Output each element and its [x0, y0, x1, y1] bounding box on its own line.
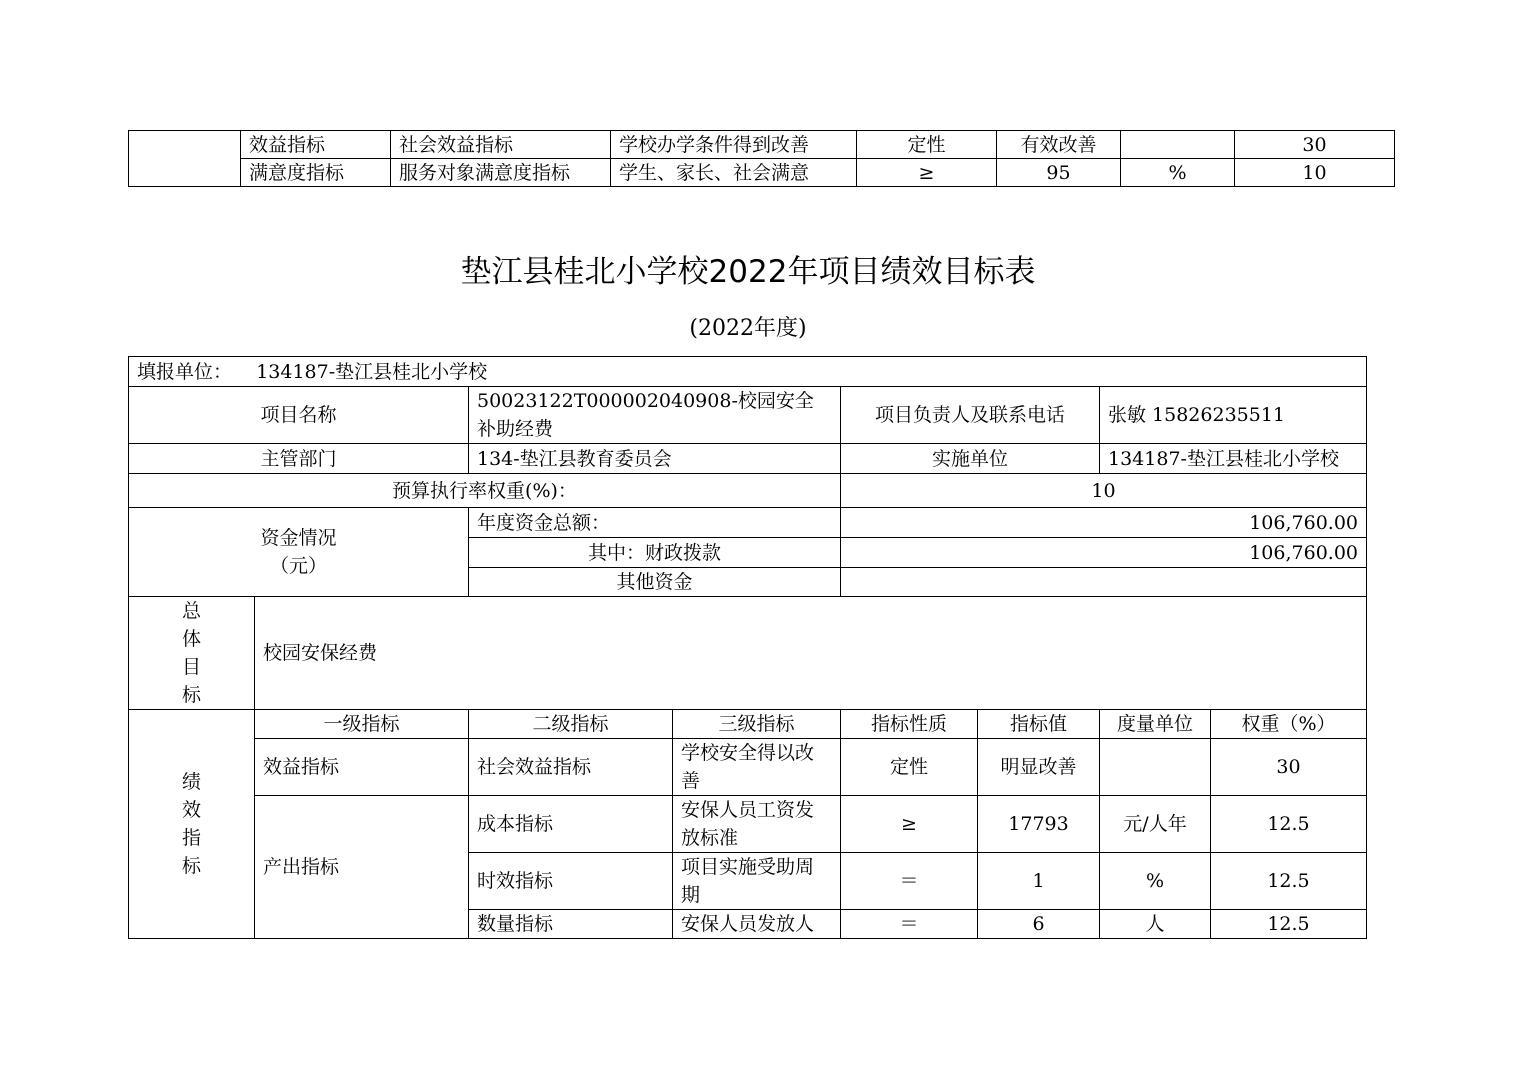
header-level3: 三级指标: [673, 710, 841, 739]
unit-cell: [1121, 131, 1235, 159]
level2-cell: 时效指标: [469, 853, 673, 910]
funds-label-line1: 资金情况: [260, 527, 337, 549]
blank-cell: [129, 131, 241, 187]
level3-cell: 学校安全得以改善: [673, 739, 841, 796]
other-value: [841, 568, 1367, 597]
impl-label: 实施单位: [841, 444, 1100, 474]
level2-cell: 社会效益指标: [391, 131, 611, 159]
weight-cell: 30: [1235, 131, 1395, 159]
nature-cell: ＝: [841, 853, 978, 910]
header-level2: 二级指标: [469, 710, 673, 739]
nature-cell: 定性: [841, 739, 978, 796]
funds-row: [129, 508, 1367, 538]
table-row: [129, 796, 1367, 853]
weight-cell: 12.5: [1211, 910, 1367, 939]
budget-rate-row: [129, 474, 1367, 508]
level3-cell: 学生、家长、社会满意: [611, 159, 857, 187]
previous-indicator-table: [128, 130, 1395, 187]
level2-cell: 社会效益指标: [469, 739, 673, 796]
level3-cell: 项目实施受助周期: [673, 853, 841, 910]
funds-label-line2: （元）: [269, 555, 327, 577]
level1-cell: 效益指标: [241, 131, 391, 159]
indicator-header-row: [129, 710, 1367, 739]
nature-cell: ≥: [857, 159, 997, 187]
annual-total-label: 年度资金总额：: [469, 508, 841, 538]
reporter-value: 134187-垫江县桂北小学校: [256, 360, 488, 383]
budget-rate-value: 10: [841, 474, 1367, 508]
fiscal-value: 106,760.00: [841, 538, 1367, 568]
table-row: [129, 159, 1395, 187]
weight-cell: 12.5: [1211, 853, 1367, 910]
dept-value: 134-垫江县教育委员会: [469, 444, 841, 474]
level3-cell: 安保人员工资发放标准: [673, 796, 841, 853]
budget-rate-label: 预算执行率权重(%)：: [129, 474, 841, 508]
unit-cell: %: [1100, 853, 1211, 910]
department-row: [129, 444, 1367, 474]
weight-cell: 12.5: [1211, 796, 1367, 853]
level1-cell: 效益指标: [255, 739, 469, 796]
header-unit: 度量单位: [1100, 710, 1211, 739]
value-cell: 1: [978, 853, 1100, 910]
fiscal-label: 其中：财政拨款: [469, 538, 841, 568]
contact-label: 项目负责人及联系电话: [841, 387, 1100, 444]
unit-cell: 元/人年: [1100, 796, 1211, 853]
performance-goal-table: [128, 356, 1367, 939]
impl-value: 134187-垫江县桂北小学校: [1100, 444, 1367, 474]
annual-total-value: 106,760.00: [841, 508, 1367, 538]
value-cell: 有效改善: [997, 131, 1121, 159]
unit-cell: 人: [1100, 910, 1211, 939]
header-level1: 一级指标: [255, 710, 469, 739]
header-weight: 权重（%）: [1211, 710, 1367, 739]
project-name-label: 项目名称: [129, 387, 469, 444]
level2-cell: 数量指标: [469, 910, 673, 939]
table-row: [129, 739, 1367, 796]
reporter-label: 填报单位：: [137, 360, 233, 383]
contact-value: 张敏 15826235511: [1100, 387, 1367, 444]
level1-cell: 满意度指标: [241, 159, 391, 187]
other-label: 其他资金: [469, 568, 841, 597]
funds-label: [129, 508, 469, 597]
page-subtitle: (2022年度): [689, 316, 807, 341]
level2-cell: 成本指标: [469, 796, 673, 853]
level3-cell: 学校办学条件得到改善: [611, 131, 857, 159]
performance-indicator-label: 绩 效 指 标: [129, 710, 255, 939]
overall-goal-value: 校园安保经费: [255, 597, 1367, 710]
nature-cell: 定性: [857, 131, 997, 159]
nature-cell: ≥: [841, 796, 978, 853]
reporter-row: [129, 357, 1367, 387]
unit-cell: [1100, 739, 1211, 796]
dept-label: 主管部门: [129, 444, 469, 474]
value-cell: 明显改善: [978, 739, 1100, 796]
value-cell: 17793: [978, 796, 1100, 853]
weight-cell: 30: [1211, 739, 1367, 796]
value-cell: 6: [978, 910, 1100, 939]
level2-cell: 服务对象满意度指标: [391, 159, 611, 187]
level1-cell: 产出指标: [255, 796, 469, 939]
project-name-row: [129, 387, 1367, 444]
table-row: [129, 131, 1395, 159]
project-name-value: 50023122T000002040908-校园安全补助经费: [469, 387, 841, 444]
weight-cell: 10: [1235, 159, 1395, 187]
header-value: 指标值: [978, 710, 1100, 739]
reporter-cell: [129, 357, 1367, 387]
header-nature: 指标性质: [841, 710, 978, 739]
overall-goal-row: [129, 597, 1367, 710]
value-cell: 95: [997, 159, 1121, 187]
nature-cell: ＝: [841, 910, 978, 939]
level3-cell: 安保人员发放人: [673, 910, 841, 939]
page-title: 垫江县桂北小学校2022年项目绩效目标表: [460, 254, 1036, 290]
unit-cell: %: [1121, 159, 1235, 187]
overall-goal-label: 总 体 目 标: [129, 597, 255, 710]
